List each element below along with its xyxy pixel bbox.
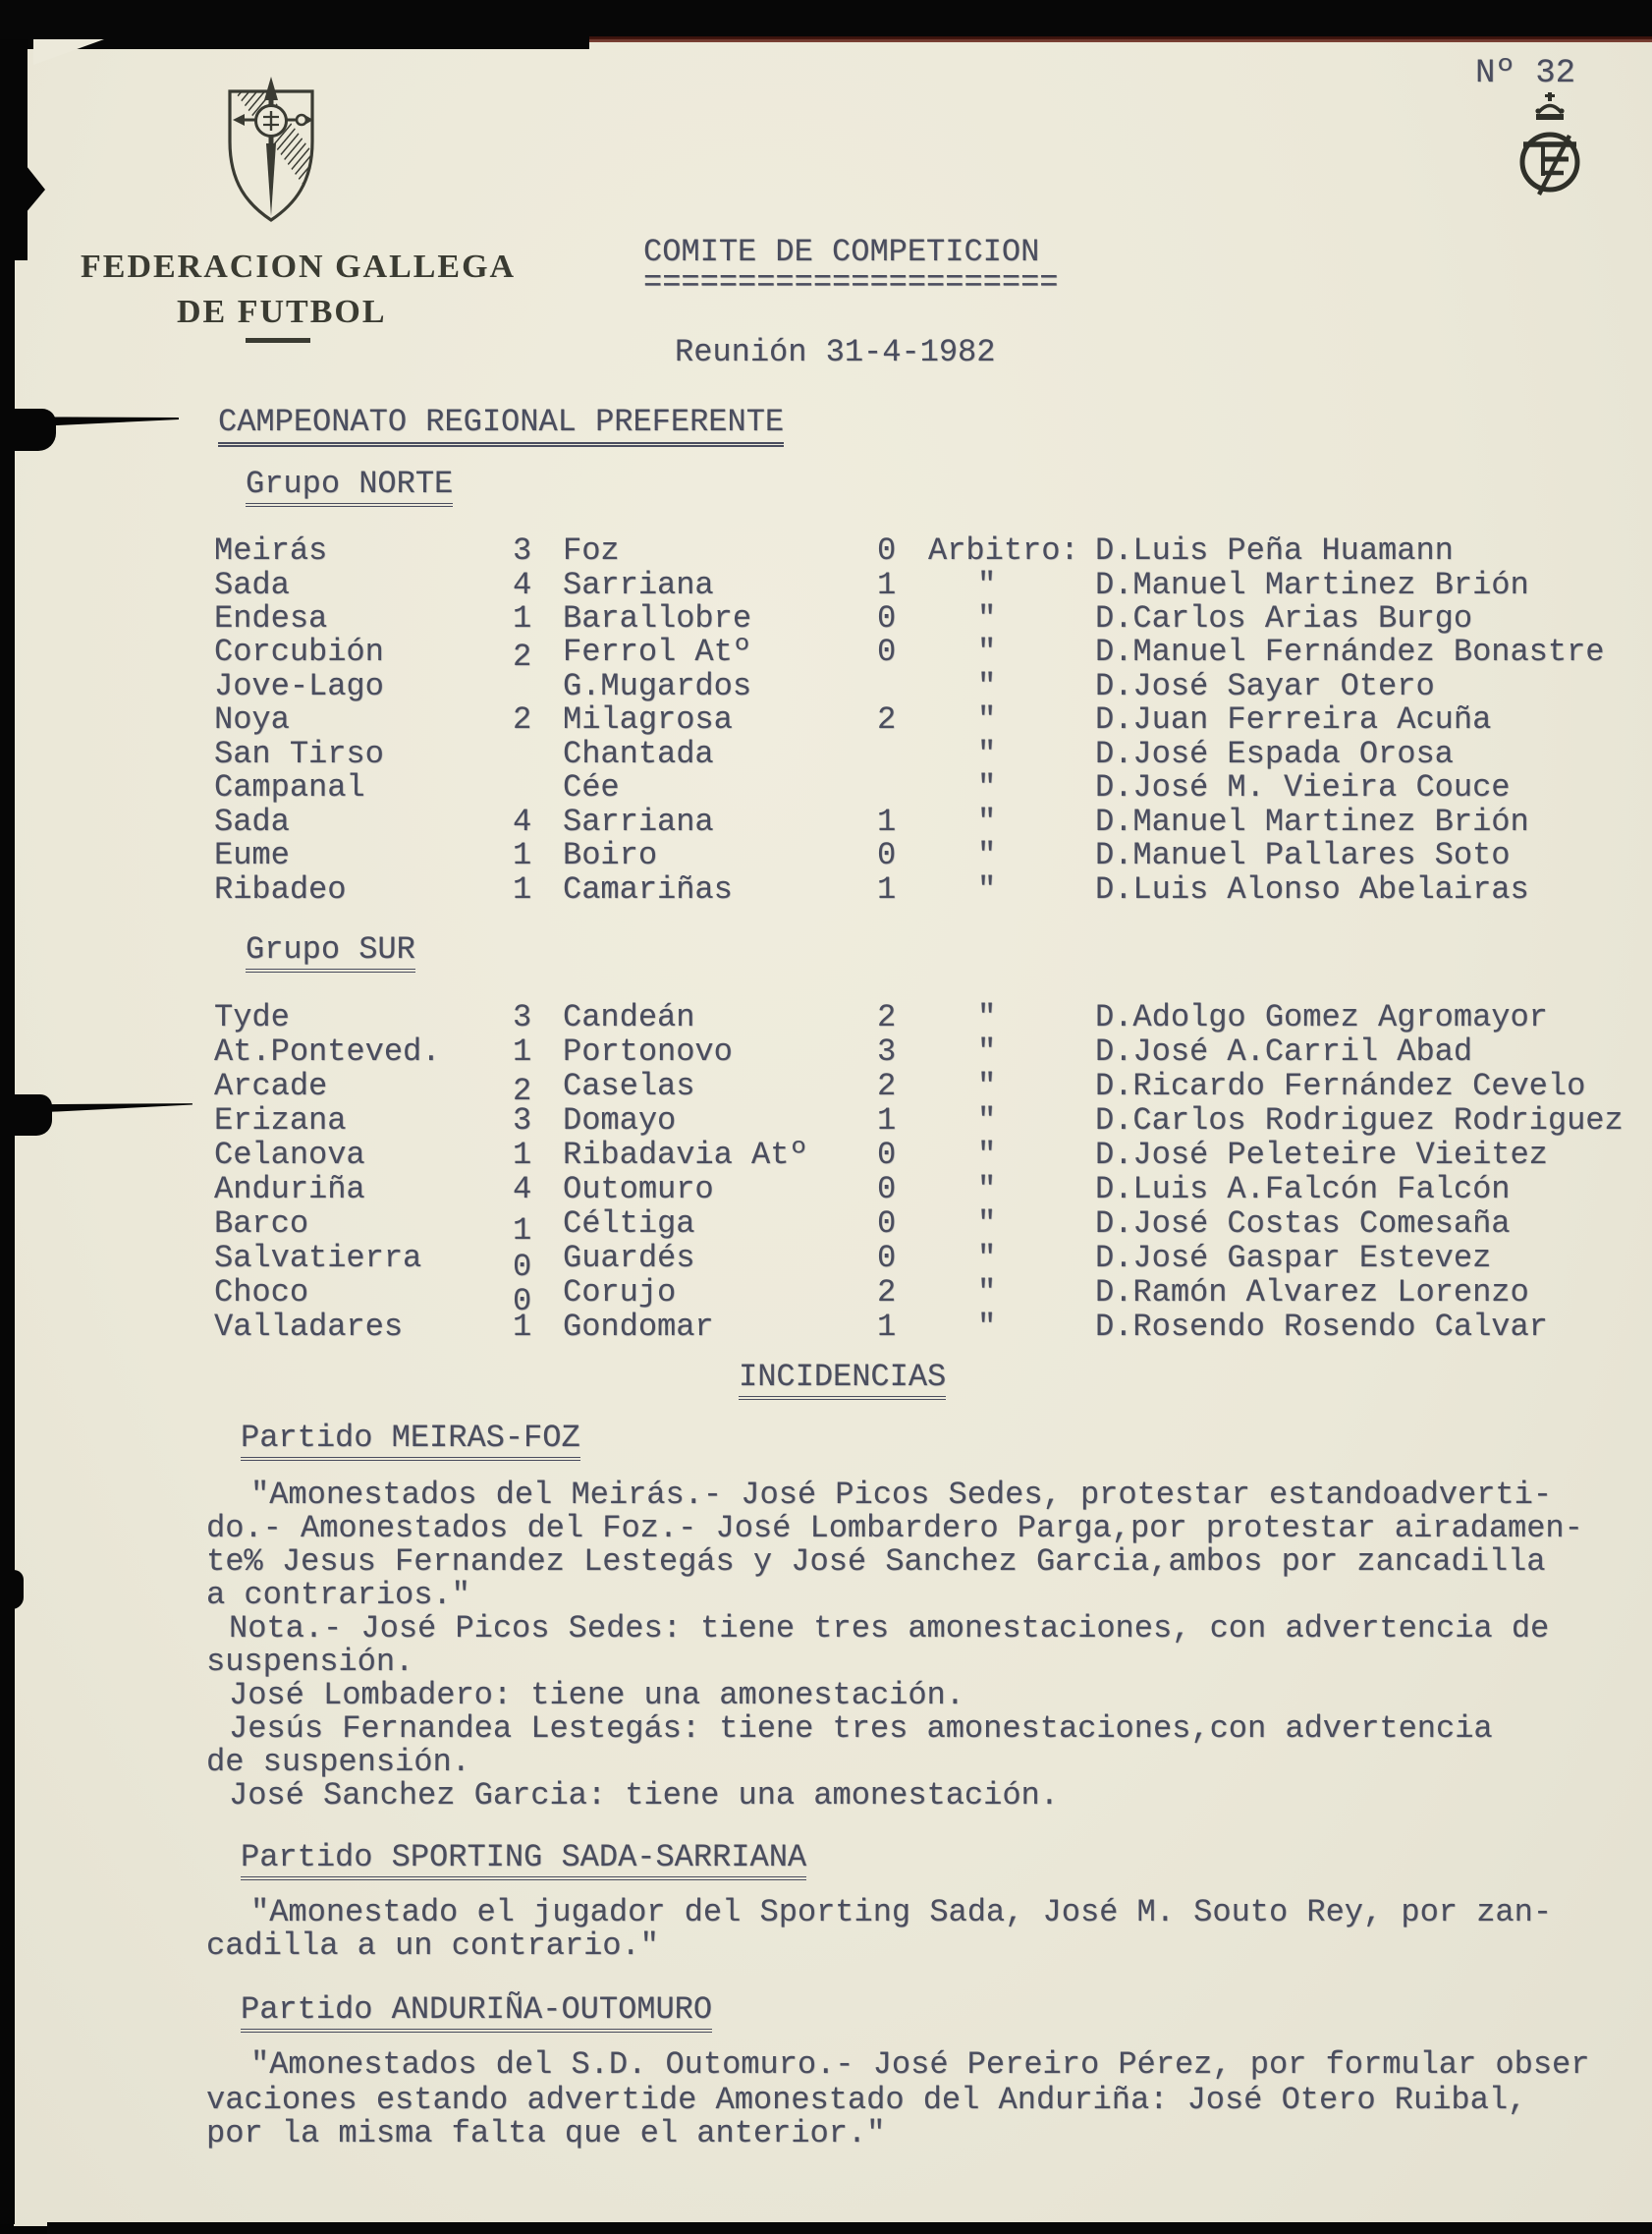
referee-name: D.José Sayar Otero (1095, 668, 1435, 704)
ditto-mark: " (977, 567, 997, 603)
away-team: Domayo (563, 1102, 677, 1139)
away-score: 0 (877, 1171, 897, 1207)
home-team: Choco (214, 1274, 309, 1311)
referee-name: D.Manuel Martinez Brión (1095, 804, 1529, 840)
away-team: Corujo (563, 1274, 677, 1311)
paragraph-line: suspensión. (206, 1644, 414, 1680)
home-score: 1 (513, 600, 532, 637)
away-score: 0 (877, 634, 897, 670)
referee-name: D.Ricardo Fernández Cevelo (1095, 1068, 1586, 1104)
home-team: Sada (214, 804, 290, 840)
table-row (0, 1102, 1652, 1141)
paragraph-line: "Amonestados del Meirás.- José Picos Sedes, protestar estandoadverti- (250, 1477, 1553, 1513)
away-score: 0 (877, 532, 897, 569)
referee-name: D.Adolgo Gomez Agromayor (1095, 999, 1548, 1035)
away-score: 0 (877, 837, 897, 873)
paragraph-line: "Amonestado el jugador del Sporting Sada, José M. Souto Rey, por zan- (250, 1894, 1553, 1930)
home-team: Erizana (214, 1102, 347, 1139)
home-score: 3 (513, 999, 532, 1035)
paragraph-line: Jesús Fernandea Lestegás: tiene tres amonestaciones,con advertencia (229, 1710, 1493, 1747)
away-score: 1 (877, 567, 897, 603)
away-score: 2 (877, 999, 897, 1035)
home-score: 4 (513, 567, 532, 603)
home-score: 2 (513, 639, 532, 675)
incidencias-title (739, 1359, 947, 1400)
home-score: 0 (513, 1283, 532, 1319)
away-team: Gondomar (563, 1309, 714, 1345)
home-score: 1 (513, 1212, 532, 1249)
away-team: Portonovo (563, 1033, 733, 1070)
table-row (0, 1309, 1652, 1347)
ditto-mark: " (977, 1240, 997, 1276)
scan-edge-red-line (589, 36, 1652, 42)
ditto-mark: " (977, 769, 997, 806)
home-team: Endesa (214, 600, 328, 637)
paragraph-line: Nota.- José Picos Sedes: tiene tres amonestaciones, con advertencia de (229, 1610, 1550, 1647)
match-header-meiras-foz (241, 1420, 580, 1461)
home-team: Barco (214, 1205, 309, 1242)
referee-name: D.José Peleteire Vieitez (1095, 1137, 1548, 1173)
referee-name: D.José A.Carril Abad (1095, 1033, 1473, 1070)
ditto-mark: " (977, 1274, 997, 1311)
paragraph-line: "Amonestados del S.D. Outomuro.- José Pereiro Pérez, por formular obser (250, 2046, 1590, 2083)
home-team: Jove-Lago (214, 668, 384, 704)
ditto-mark: " (977, 1033, 997, 1070)
away-team: Sarriana (563, 567, 714, 603)
table-row (0, 532, 1652, 571)
home-team: Campanal (214, 769, 365, 806)
ditto-mark: " (977, 1068, 997, 1104)
match-header-text: Partido ANDURIÑA-OUTOMURO (241, 1994, 712, 2033)
table-row (0, 1240, 1652, 1285)
table-row (0, 1205, 1652, 1249)
paragraph-line: vaciones estando advertide Amonestado del Anduriña: José Otero Ruibal, (206, 2082, 1527, 2118)
arbitro-label: Arbitro: (928, 532, 1079, 569)
paragraph-line: José Sanchez Garcia: tiene una amonestación. (229, 1777, 1059, 1814)
federation-crest-icon (1514, 90, 1585, 206)
home-score: 3 (513, 1102, 532, 1139)
ditto-mark: " (977, 804, 997, 840)
referee-name: D.José Espada Orosa (1095, 736, 1454, 772)
away-score: 3 (877, 1033, 897, 1070)
table-row (0, 871, 1652, 910)
away-team: Barallobre (563, 600, 752, 637)
away-score: 1 (877, 871, 897, 908)
home-team: Celanova (214, 1137, 365, 1173)
ditto-mark: " (977, 736, 997, 772)
away-team: Milagrosa (563, 701, 733, 738)
away-team: Outomuro (563, 1171, 714, 1207)
ditto-mark: " (977, 1137, 997, 1173)
ditto-mark: " (977, 1309, 997, 1345)
home-score: 3 (513, 532, 532, 569)
home-team: At.Ponteved. (214, 1033, 441, 1070)
away-team: Céltiga (563, 1205, 695, 1242)
referee-name: D.Ramón Alvarez Lorenzo (1095, 1274, 1529, 1311)
away-score: 1 (877, 1102, 897, 1139)
referee-name: D.Manuel Martinez Brión (1095, 567, 1529, 603)
committee-underline: ====================== (643, 264, 1059, 301)
away-team: Candeán (563, 999, 695, 1035)
away-team: Cée (563, 769, 620, 806)
section-title-text: CAMPEONATO REGIONAL PREFERENTE (218, 407, 784, 447)
ditto-mark: " (977, 999, 997, 1035)
ditto-mark: " (977, 1102, 997, 1139)
away-team: Guardés (563, 1240, 695, 1276)
home-team: Ribadeo (214, 871, 347, 908)
away-team: Camariñas (563, 871, 733, 908)
ditto-mark: " (977, 837, 997, 873)
table-row (0, 1033, 1652, 1072)
referee-name: D.José Costas Comesaña (1095, 1205, 1511, 1242)
home-score: 2 (513, 701, 532, 738)
referee-name: D.Luis Alonso Abelairas (1095, 871, 1529, 908)
table-row (0, 1274, 1652, 1319)
ditto-mark: " (977, 668, 997, 704)
paragraph-line: por la misma falta que el anterior." (206, 2115, 886, 2151)
away-team: Caselas (563, 1068, 695, 1104)
binder-hole-mark-1 (0, 409, 56, 451)
away-team: Sarriana (563, 804, 714, 840)
org-name-line2: DE FUTBOL (177, 294, 387, 330)
ditto-mark: " (977, 1205, 997, 1242)
home-team: Eume (214, 837, 290, 873)
ditto-mark: " (977, 1171, 997, 1207)
home-score: 1 (513, 1033, 532, 1070)
paragraph-line: José Lombadero: tiene una amonestación. (229, 1677, 964, 1713)
ditto-mark: " (977, 600, 997, 637)
committee-title: COMITE DE COMPETICION (643, 234, 1040, 270)
ditto-mark: " (977, 634, 997, 670)
table-row (0, 1137, 1652, 1175)
meeting-date: Reunión 31-4-1982 (675, 334, 996, 370)
paragraph-line: de suspensión. (206, 1744, 470, 1780)
referee-name: D.Carlos Rodriguez Rodriguez (1095, 1102, 1624, 1139)
home-team: Anduriña (214, 1171, 365, 1207)
away-team: Chantada (563, 736, 714, 772)
home-score: 2 (513, 1073, 532, 1109)
paragraph-line: a contrarios." (206, 1577, 470, 1613)
referee-name: D.Luis A.Falcón Falcón (1095, 1171, 1511, 1207)
away-score: 0 (877, 1240, 897, 1276)
ditto-mark: " (977, 871, 997, 908)
table-row (0, 1068, 1652, 1109)
paragraph-line: cadilla a un contrario." (206, 1927, 659, 1964)
section-title (218, 404, 785, 447)
binder-hole-mark-3 (0, 1570, 24, 1609)
home-team: San Tirso (214, 736, 384, 772)
page-number: Nº 32 (1475, 55, 1576, 92)
ditto-mark: " (977, 701, 997, 738)
away-score: 2 (877, 1068, 897, 1104)
table-row (0, 999, 1652, 1037)
referee-name: D.Luis Peña Huamann (1095, 532, 1454, 569)
federation-shield-icon (224, 75, 318, 224)
letterhead-dash (246, 338, 310, 343)
home-team: Tyde (214, 999, 290, 1035)
home-score: 1 (513, 871, 532, 908)
match-header-andurina-outomuro (241, 1991, 713, 2033)
table-row (0, 769, 1652, 808)
table-row (0, 837, 1652, 875)
home-team: Arcade (214, 1068, 328, 1104)
referee-name: D.José M. Vieira Couce (1095, 769, 1511, 806)
home-team: Meirás (214, 532, 328, 569)
referee-name: D.Manuel Fernández Bonastre (1095, 634, 1605, 670)
away-score: 0 (877, 1137, 897, 1173)
group-label-sur (246, 931, 415, 973)
away-score: 0 (877, 600, 897, 637)
away-score: 2 (877, 1274, 897, 1311)
match-header-sada-sarriana (241, 1839, 807, 1880)
referee-name: D.Juan Ferreira Acuña (1095, 701, 1492, 738)
away-score: 1 (877, 804, 897, 840)
referee-name: D.Rosendo Rosendo Calvar (1095, 1309, 1548, 1345)
home-score: 4 (513, 804, 532, 840)
home-team: Valladares (214, 1309, 404, 1345)
away-team: Ferrol Atº (563, 634, 752, 670)
away-score: 2 (877, 701, 897, 738)
match-header-text: Partido MEIRAS-FOZ (241, 1423, 580, 1461)
scan-edge-bottom (47, 2222, 1652, 2234)
referee-name: D.Carlos Arias Burgo (1095, 600, 1473, 637)
group-label-text: Grupo NORTE (246, 469, 453, 507)
match-header-text: Partido SPORTING SADA-SARRIANA (241, 1842, 806, 1880)
home-score: 1 (513, 1309, 532, 1345)
referee-name: D.José Gaspar Estevez (1095, 1240, 1492, 1276)
incidencias-title-text: INCIDENCIAS (739, 1362, 946, 1400)
table-row (0, 634, 1652, 675)
paragraph-line: te% Jesus Fernandez Lestegás y José Sanchez Garcia,ambos por zancadilla (206, 1543, 1546, 1580)
away-team: Ribadavia Atº (563, 1137, 808, 1173)
home-score: 0 (513, 1249, 532, 1285)
home-score: 1 (513, 1137, 532, 1173)
group-label-text: Grupo SUR (246, 934, 415, 973)
away-team: Boiro (563, 837, 658, 873)
home-team: Salvatierra (214, 1240, 422, 1276)
group-label-norte (246, 466, 454, 507)
away-score: 0 (877, 1205, 897, 1242)
home-team: Corcubión (214, 634, 384, 670)
away-team: Foz (563, 532, 620, 569)
paragraph-line: do.- Amonestados del Foz.- José Lombardero Parga,por protestar airadamen- (206, 1510, 1583, 1546)
table-row (0, 701, 1652, 740)
home-score: 1 (513, 837, 532, 873)
away-team: G.Mugardos (563, 668, 752, 704)
home-team: Sada (214, 567, 290, 603)
referee-name: D.Manuel Pallares Soto (1095, 837, 1511, 873)
away-score: 1 (877, 1309, 897, 1345)
table-row (0, 1171, 1652, 1209)
home-score: 4 (513, 1171, 532, 1207)
home-team: Noya (214, 701, 290, 738)
scan-edge-left-wedge (0, 133, 45, 244)
org-name-line1: FEDERACION GALLEGA (81, 249, 517, 285)
